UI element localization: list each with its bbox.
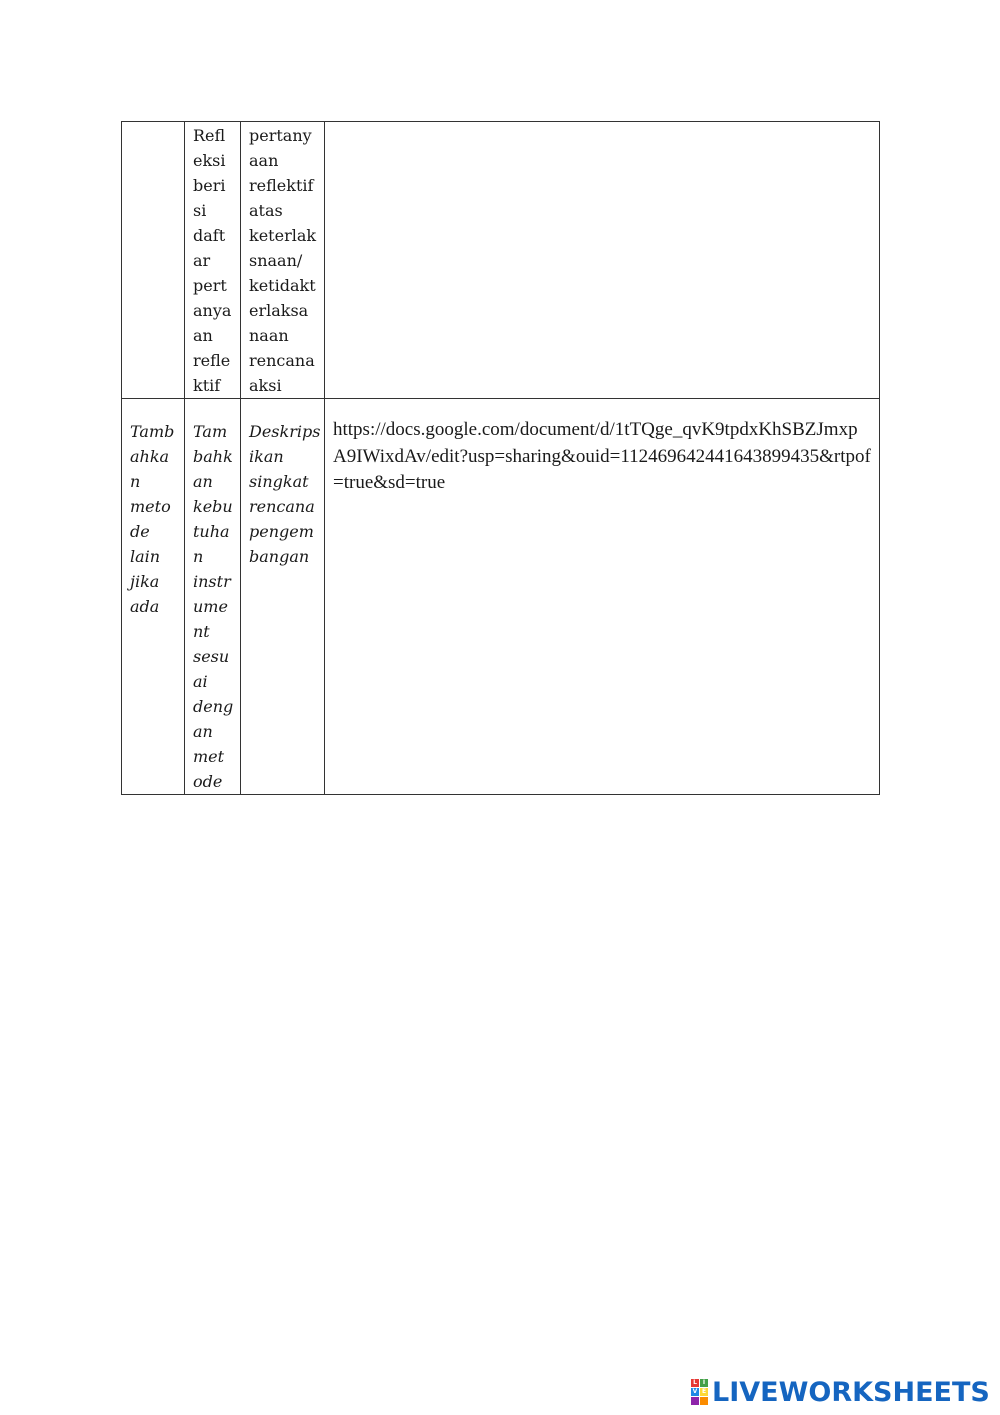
logo-tile: L [691,1379,699,1387]
table-cell-answer[interactable] [325,399,880,795]
table-cell-method [122,399,185,795]
table-cell-method [122,122,185,399]
logo-text: LIVEWORKSHEETS [712,1376,990,1408]
table-cell-instrument [185,399,241,795]
answer-link-text: https://docs.google.com/document/d/1tTQge_qvK9tpdxKhSBZJmxpA9IWixdAv/edit?usp=sharing&ouid=112469642441643899435&rtpof=true&sd=true [333,419,871,493]
logo-tile [691,1397,699,1405]
logo-icon [691,1379,708,1405]
content-table [121,121,880,795]
table-cell-description [241,122,325,399]
table-cell-answer[interactable] [325,122,880,399]
table-row [122,122,880,399]
table-row [122,399,880,795]
table-cell-instrument [185,122,241,399]
cell-text: pertany aan reflektif atas keterlak snaan/ ketidakt erlaksa naan rencana aksi [249,126,317,395]
cell-text: Deskrips ikan singkat rencana pengem bangan [249,422,321,566]
table-cell-description [241,399,325,795]
logo-tile: V [692,1388,698,1395]
cell-text [122,122,184,123]
logo-tile: E [701,1388,707,1395]
logo-tile [700,1397,708,1405]
cell-text: Tam bahk an kebu tuha n instr ume nt sesu ai deng an met ode [193,422,234,791]
liveworksheets-logo [691,1376,990,1408]
logo-tile: I [700,1379,708,1387]
cell-answer-text [325,122,879,140]
cell-text: Refl eksi beri si daft ar pert anya an refle ktif [193,126,232,395]
cell-text: Tamb ahka n meto de lain jika ada [130,422,175,616]
